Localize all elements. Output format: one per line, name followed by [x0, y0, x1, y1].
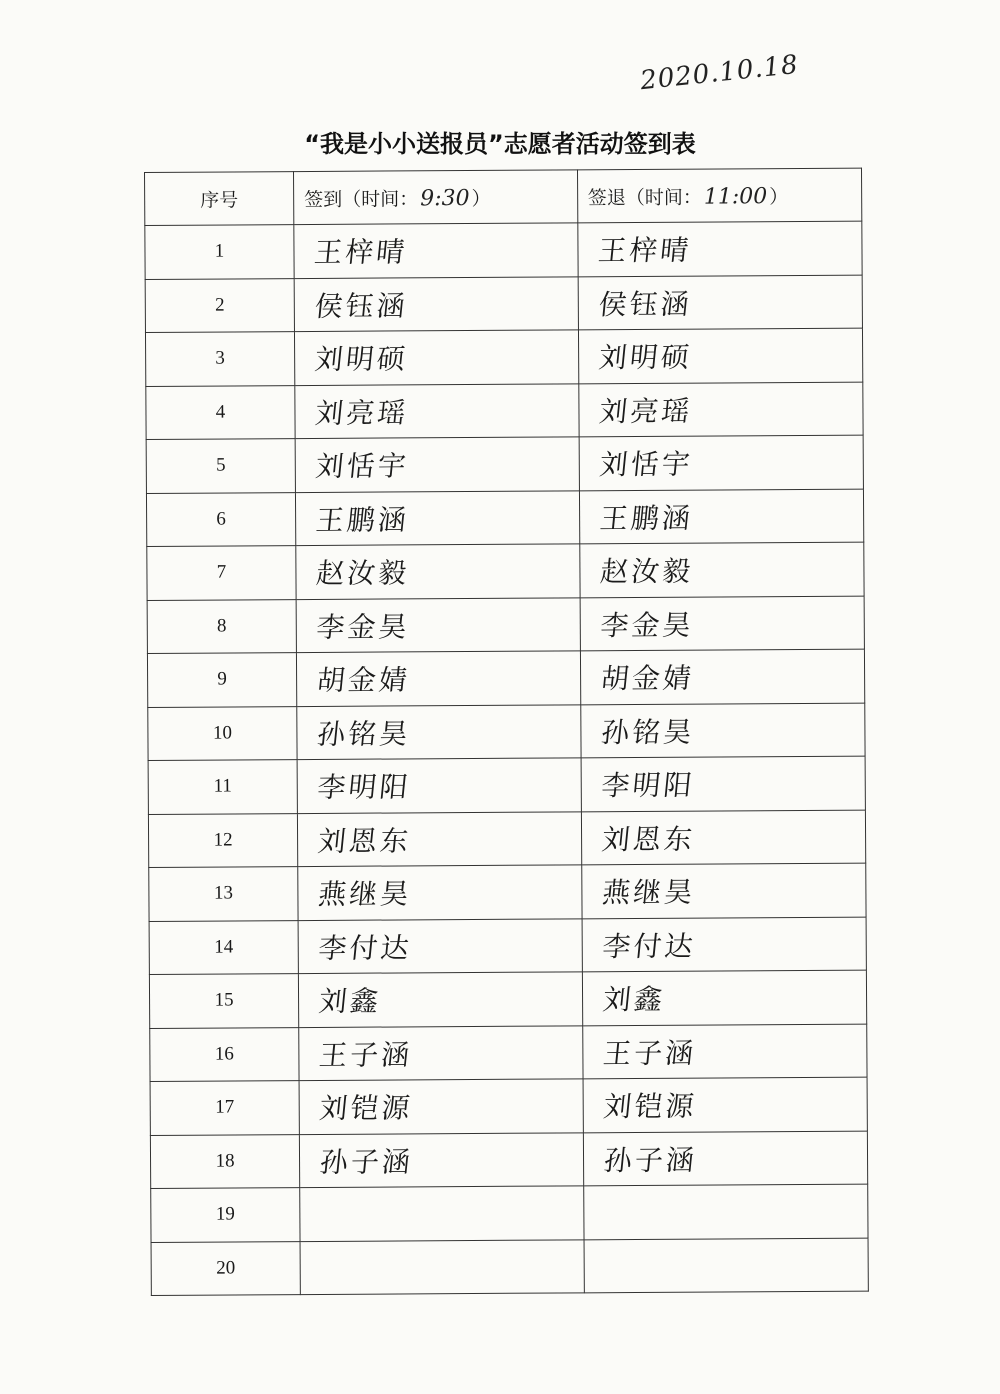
table-row: [149, 863, 866, 921]
row-number: 16: [150, 1027, 299, 1081]
row-number: 10: [148, 706, 297, 760]
header-signout-label: 签退（时间：: [587, 186, 702, 209]
table-row: [146, 489, 863, 547]
table-row: [145, 221, 862, 279]
row-number: 4: [146, 385, 295, 439]
signin-cell: [299, 1079, 583, 1134]
table-row: [150, 1024, 867, 1082]
signin-signature: 刘恬宇: [314, 449, 411, 484]
signin-signature: 赵汝毅: [314, 556, 411, 591]
signin-cell: [297, 704, 581, 759]
signout-cell: [582, 970, 867, 1025]
signout-signature: 刘恬宇: [597, 447, 694, 482]
signout-signature: 刘亮瑶: [597, 394, 694, 428]
signout-cell: [578, 221, 863, 276]
signin-signature: 王子涵: [317, 1038, 414, 1072]
row-number: 11: [148, 760, 297, 814]
table-row: [147, 649, 864, 707]
signin-cell: [296, 597, 580, 652]
signout-signature: 孙铭昊: [599, 715, 696, 749]
signout-cell: [578, 275, 863, 330]
signin-signature: 刘明硕: [313, 342, 410, 377]
header-signin-label: 签到（时间：: [304, 187, 419, 211]
signout-cell: [579, 542, 864, 597]
signout-signature: 燕继昊: [600, 875, 697, 910]
signout-signature: 李付达: [600, 929, 697, 963]
signin-cell: [298, 918, 582, 973]
row-number: 9: [147, 653, 296, 707]
row-number: 8: [147, 599, 296, 653]
table-row: [149, 917, 866, 975]
header-signout-time: 11:00: [703, 183, 768, 210]
signout-cell: [579, 435, 864, 490]
table-row: [145, 328, 862, 386]
signin-cell: [294, 330, 578, 385]
row-number: 6: [146, 492, 295, 546]
signin-cell: [300, 1239, 584, 1294]
table-row: [151, 1238, 868, 1296]
signin-signature: 刘鑫: [317, 984, 383, 1019]
signin-signature: 王梓晴: [312, 235, 409, 270]
signin-signature: 李金昊: [314, 610, 412, 644]
signout-cell: [583, 1077, 868, 1132]
signin-signature: 王鹏涵: [314, 503, 411, 537]
signout-cell: [580, 649, 865, 704]
signout-cell: [584, 1238, 869, 1293]
header-signin-time: 9:30: [420, 185, 470, 211]
row-number: 19: [151, 1188, 300, 1242]
row-number: 15: [149, 974, 298, 1028]
table-row: [148, 756, 865, 814]
header-no: 序号: [145, 172, 294, 226]
table-row: [149, 970, 866, 1028]
table-row: [147, 596, 864, 654]
signout-cell: [581, 756, 866, 811]
handwritten-date: 2020.10.18: [638, 49, 801, 97]
signin-cell: [295, 490, 579, 545]
signin-signature: 孙铭昊: [315, 717, 412, 751]
signin-signature: 燕继昊: [316, 877, 413, 912]
signout-cell: [580, 703, 865, 758]
row-number: 1: [145, 225, 294, 279]
signin-cell: [299, 1132, 583, 1187]
row-number: 2: [145, 278, 294, 332]
signout-signature: 王梓晴: [596, 233, 693, 268]
row-number: 17: [150, 1081, 299, 1135]
signin-cell: [299, 1025, 583, 1080]
signin-cell: [295, 437, 579, 492]
header-signin: [294, 170, 578, 225]
row-number: 14: [149, 920, 298, 974]
signout-signature: 李明阳: [599, 768, 696, 803]
table-row: [150, 1131, 867, 1189]
signout-signature: 刘铠源: [601, 1089, 698, 1124]
signout-cell: [578, 328, 863, 383]
signin-cell: [298, 972, 582, 1027]
signin-cell: [298, 865, 582, 920]
header-signout: [577, 168, 862, 223]
table-row: [147, 542, 864, 600]
signin-signature: 刘铠源: [317, 1091, 415, 1126]
signout-cell: [581, 810, 866, 865]
signin-cell: [296, 651, 580, 706]
signout-signature: 刘恩东: [599, 822, 697, 856]
signout-signature: 王鹏涵: [598, 501, 695, 535]
signin-signature: 孙子涵: [318, 1145, 415, 1179]
signout-signature: 赵汝毅: [598, 554, 695, 589]
table-row: [146, 382, 863, 440]
table-row: [148, 703, 865, 761]
signout-signature: 刘明硕: [597, 340, 694, 375]
header-row: [145, 168, 862, 225]
signout-signature: 孙子涵: [601, 1143, 699, 1177]
table-row: [150, 1077, 867, 1135]
signout-signature: 李金昊: [598, 608, 695, 642]
signin-signature: 刘亮瑶: [313, 396, 410, 430]
signout-cell: [579, 489, 864, 544]
signin-signature: 李付达: [316, 931, 414, 965]
row-number: 18: [150, 1134, 299, 1188]
header-signin-close: ）: [471, 187, 491, 210]
signin-cell: [295, 383, 579, 438]
signout-cell: [582, 1024, 867, 1079]
signout-cell: [578, 382, 863, 437]
table-row: [145, 275, 862, 333]
signin-signature: 李明阳: [315, 770, 413, 805]
table-body: [145, 221, 869, 1295]
signin-signature: 刘恩东: [316, 824, 413, 858]
signin-table: [144, 168, 869, 1296]
page-title: “我是小小送报员”志愿者活动签到表: [304, 130, 696, 158]
signin-cell: [300, 1186, 584, 1241]
signout-signature: 王子涵: [601, 1036, 698, 1070]
row-number: 5: [146, 439, 295, 493]
row-number: 20: [151, 1241, 300, 1295]
signout-cell: [583, 1184, 868, 1239]
signin-signature: 侯钰涵: [313, 289, 410, 323]
signin-cell: [296, 544, 580, 599]
table-row: [146, 435, 863, 493]
signin-cell: [297, 758, 581, 813]
signin-signature: 胡金婧: [315, 663, 412, 698]
signout-signature: 胡金婧: [599, 661, 696, 696]
signout-cell: [582, 917, 867, 972]
table-row: [148, 810, 865, 868]
signout-cell: [581, 863, 866, 918]
signout-cell: [580, 596, 865, 651]
row-number: 12: [148, 813, 297, 867]
row-number: 7: [147, 546, 296, 600]
header-signout-close: ）: [769, 185, 789, 208]
row-number: 3: [145, 332, 294, 386]
signin-cell: [297, 811, 581, 866]
table-row: [151, 1184, 868, 1242]
signin-cell: [294, 276, 578, 331]
signout-signature: 侯钰涵: [596, 287, 693, 321]
signout-signature: 刘鑫: [600, 983, 667, 1017]
signout-cell: [583, 1131, 868, 1186]
signin-cell: [294, 223, 578, 278]
row-number: 13: [149, 867, 298, 921]
